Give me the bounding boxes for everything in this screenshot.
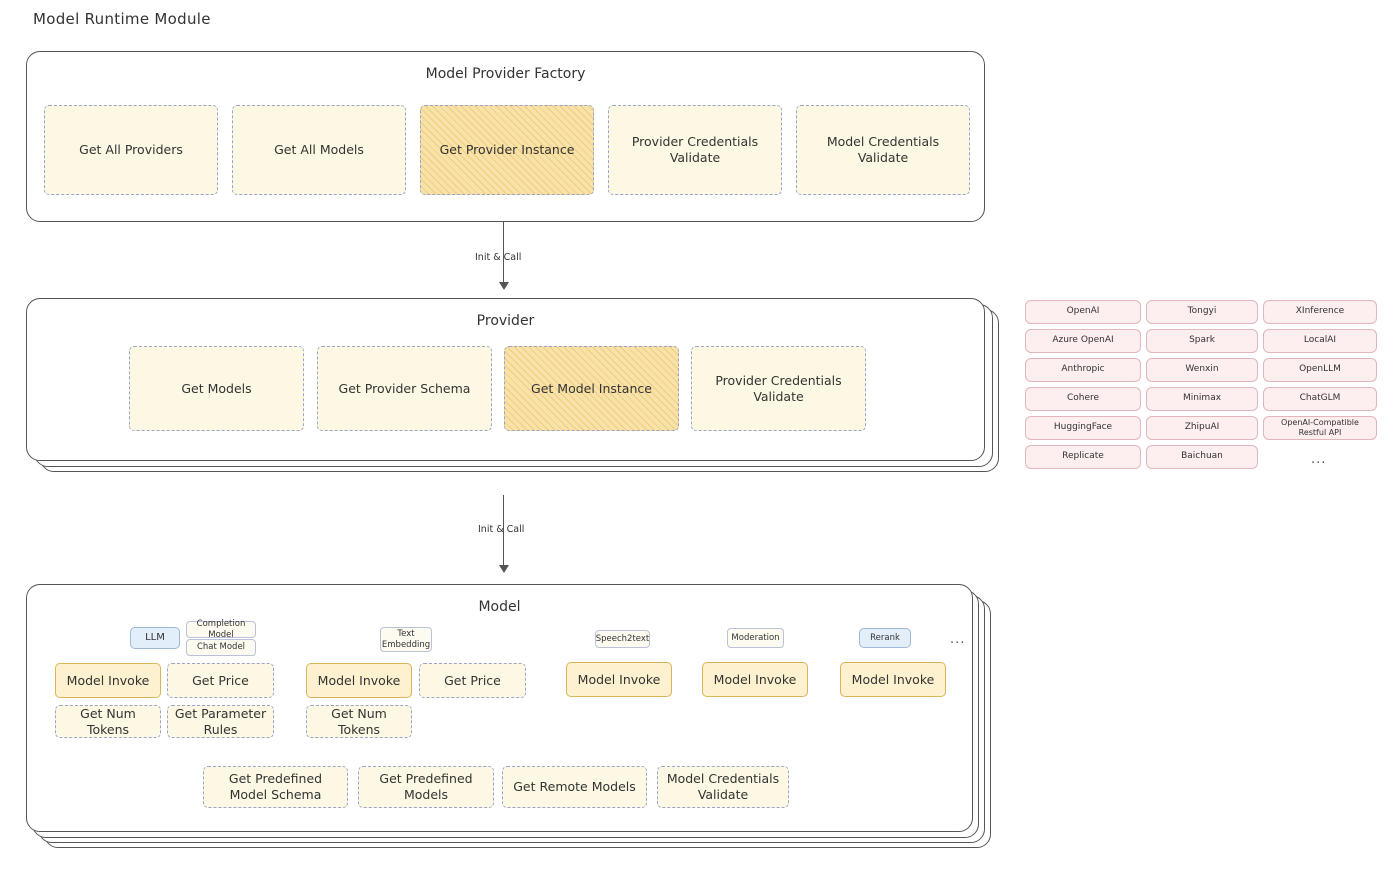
factory-node-label: Provider Credentials Validate bbox=[631, 134, 759, 165]
provider-node-provider-credentials-validate[interactable] bbox=[691, 346, 866, 431]
provider-list-item-openai[interactable] bbox=[1025, 300, 1141, 324]
method-label: Model Invoke bbox=[851, 671, 935, 687]
provider-list-label: Wenxin bbox=[1185, 364, 1219, 375]
method-label: Get Price bbox=[192, 672, 249, 688]
provider-node-get-model-instance[interactable] bbox=[504, 346, 679, 431]
provider-list-label: ZhipuAI bbox=[1184, 422, 1220, 433]
provider-list-label: Azure OpenAI bbox=[1052, 335, 1114, 346]
provider-list-label: OpenAI-Compatible Restful API bbox=[1281, 418, 1359, 437]
provider-list-item-localai[interactable] bbox=[1263, 329, 1377, 353]
factory-node-provider-credentials-validate[interactable] bbox=[608, 105, 782, 195]
method-label: Get Parameter Rules bbox=[174, 705, 267, 737]
method-label: Get Num Tokens bbox=[331, 705, 387, 737]
factory-node-label: Get All Providers bbox=[79, 142, 183, 158]
common-method-model-credentials-validate[interactable] bbox=[657, 766, 789, 808]
method-label: Get Price bbox=[444, 672, 501, 688]
method-label: Get Num Tokens bbox=[80, 705, 136, 737]
rerank-method-model-invoke[interactable] bbox=[840, 662, 946, 697]
provider-list-item-wenxin[interactable] bbox=[1146, 358, 1258, 382]
provider-list-item-baichuan[interactable] bbox=[1146, 445, 1258, 469]
provider-list-item-spark[interactable] bbox=[1146, 329, 1258, 353]
model-type-label: Rerank bbox=[870, 632, 900, 643]
model-title: Model bbox=[478, 599, 521, 615]
provider-list-label: Tongyi bbox=[1187, 306, 1217, 317]
moderation-method-model-invoke[interactable] bbox=[702, 662, 808, 697]
method-label: Model Invoke bbox=[317, 672, 401, 688]
method-label: Model Invoke bbox=[577, 671, 661, 687]
method-label: Model Invoke bbox=[713, 671, 797, 687]
model-type-label: Speech2text bbox=[595, 633, 650, 644]
factory-node-label: Get All Models bbox=[274, 142, 364, 158]
factory-node-get-all-models[interactable] bbox=[232, 105, 406, 195]
llm-method-get-num-tokens[interactable] bbox=[55, 705, 161, 738]
embedding-method-get-num-tokens[interactable] bbox=[306, 705, 412, 738]
provider-node-get-models[interactable] bbox=[129, 346, 304, 431]
provider-list-label: Anthropic bbox=[1061, 364, 1105, 375]
page-title: Model Runtime Module bbox=[33, 10, 211, 28]
model-subtype-chat-model[interactable] bbox=[186, 639, 256, 656]
model-type-label: Text Embedding bbox=[381, 628, 431, 650]
model-type-text-embedding[interactable] bbox=[380, 627, 432, 652]
model-type-llm[interactable] bbox=[130, 627, 180, 649]
model-type-speech2text[interactable] bbox=[595, 630, 650, 648]
model-type-rerank[interactable] bbox=[859, 628, 911, 648]
provider-node-label: Get Models bbox=[181, 380, 252, 396]
arrow-factory-to-provider-head bbox=[499, 282, 509, 290]
arrow-factory-to-provider-label: Init & Call bbox=[475, 252, 522, 263]
provider-node-label: Get Model Instance bbox=[531, 380, 652, 396]
model-type-moderation[interactable] bbox=[727, 628, 784, 648]
provider-list-label: LocalAI bbox=[1303, 335, 1337, 346]
factory-node-label: Model Credentials Validate bbox=[826, 134, 940, 165]
provider-list-label: Spark bbox=[1189, 335, 1215, 346]
llm-method-model-invoke[interactable] bbox=[55, 663, 161, 698]
provider-list-label: Baichuan bbox=[1181, 451, 1223, 462]
provider-node-label: Get Provider Schema bbox=[338, 380, 471, 396]
provider-node-label: Provider Credentials Validate bbox=[715, 372, 842, 404]
provider-list-item-anthropic[interactable] bbox=[1025, 358, 1141, 382]
model-subtype-label: Completion Model bbox=[196, 618, 246, 640]
method-label: Model Invoke bbox=[66, 672, 150, 688]
provider-list-item-azure-openai[interactable] bbox=[1025, 329, 1141, 353]
provider-list-label: HuggingFace bbox=[1053, 422, 1113, 433]
provider-list-item-chatglm[interactable] bbox=[1263, 387, 1377, 411]
llm-method-get-parameter-rules[interactable] bbox=[167, 705, 274, 738]
model-subtype-label: Chat Model bbox=[196, 642, 246, 653]
model-provider-factory-title: Model Provider Factory bbox=[425, 66, 586, 82]
common-method-get-remote-models[interactable] bbox=[502, 766, 647, 808]
provider-list-label: Cohere bbox=[1066, 393, 1100, 404]
common-method-get-predefined-models[interactable] bbox=[358, 766, 494, 808]
provider-list-item-huggingface[interactable] bbox=[1025, 416, 1141, 440]
factory-node-get-all-providers[interactable] bbox=[44, 105, 218, 195]
embedding-method-get-price[interactable] bbox=[419, 663, 526, 698]
llm-method-get-price[interactable] bbox=[167, 663, 274, 698]
method-label: Get Predefined Models bbox=[379, 771, 473, 802]
provider-list-label: OpenAI bbox=[1066, 306, 1100, 317]
embedding-method-model-invoke[interactable] bbox=[306, 663, 412, 698]
provider-list-label: ChatGLM bbox=[1299, 393, 1341, 404]
provider-list-item-zhipuai[interactable] bbox=[1146, 416, 1258, 440]
provider-list-item-xinference[interactable] bbox=[1263, 300, 1377, 324]
provider-list-item-minimax[interactable] bbox=[1146, 387, 1258, 411]
speech2text-method-model-invoke[interactable] bbox=[566, 662, 672, 697]
provider-list-label: OpenLLM bbox=[1299, 364, 1341, 375]
method-label: Model Credentials Validate bbox=[666, 771, 780, 802]
model-types-more: ... bbox=[950, 632, 966, 647]
provider-title: Provider bbox=[476, 313, 535, 329]
provider-list-item-openllm[interactable] bbox=[1263, 358, 1377, 382]
provider-list-item-replicate[interactable] bbox=[1025, 445, 1141, 469]
model-type-label: LLM bbox=[145, 631, 165, 643]
model-type-label: Moderation bbox=[731, 632, 780, 643]
arrow-provider-to-model-label: Init & Call bbox=[478, 524, 525, 535]
factory-node-model-credentials-validate[interactable] bbox=[796, 105, 970, 195]
provider-node-get-provider-schema[interactable] bbox=[317, 346, 492, 431]
arrow-provider-to-model-head bbox=[499, 565, 509, 573]
provider-list-label: Minimax bbox=[1182, 393, 1222, 404]
common-method-get-predefined-model-schema[interactable] bbox=[203, 766, 348, 808]
method-label: Get Predefined Model Schema bbox=[228, 771, 323, 802]
model-subtype-completion-model[interactable] bbox=[186, 618, 256, 640]
provider-list-label: Replicate bbox=[1062, 451, 1104, 462]
provider-list-item-openai-compatible[interactable] bbox=[1263, 416, 1377, 440]
provider-list-item-cohere[interactable] bbox=[1025, 387, 1141, 411]
provider-list-more: ... bbox=[1311, 452, 1327, 467]
provider-list-label: XInference bbox=[1295, 306, 1345, 317]
method-label: Get Remote Models bbox=[513, 779, 636, 795]
provider-list-item-tongyi[interactable] bbox=[1146, 300, 1258, 324]
factory-node-get-provider-instance[interactable] bbox=[420, 105, 594, 195]
factory-node-label: Get Provider Instance bbox=[439, 142, 575, 158]
